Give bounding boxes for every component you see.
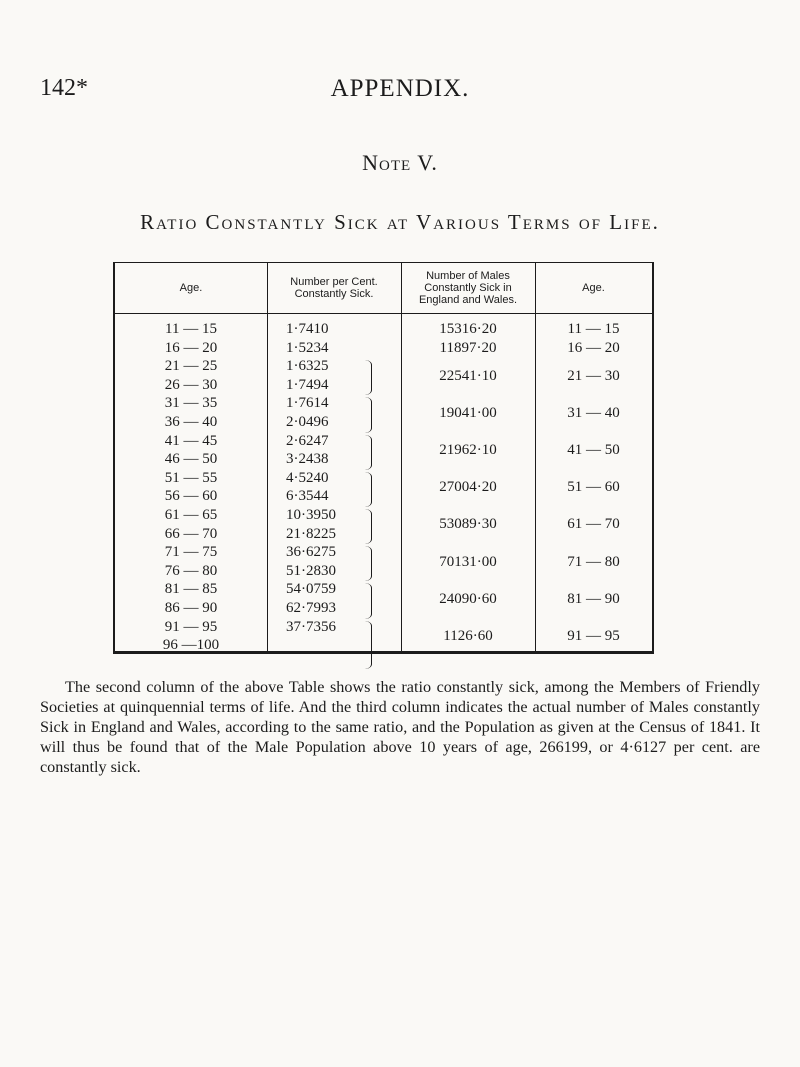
header-age-range: Age. <box>582 282 605 294</box>
brace-icon <box>365 509 372 544</box>
age-range-cell: 81 — 90 <box>567 590 620 607</box>
percent-cell: 4·5240 <box>286 469 329 486</box>
age-range-cell: 31 — 40 <box>567 404 620 421</box>
age-cell: 86 — 90 <box>164 600 218 616</box>
age-range-cell: 71 — 80 <box>567 553 620 570</box>
age-cell: 66 — 70 <box>164 525 218 542</box>
males-cell: 15316·20 <box>439 321 497 337</box>
brace-icon <box>365 360 372 395</box>
percent-cell: 51·2830 <box>286 562 336 579</box>
header-males-sick: Number of Males Constantly Sick in England and Wales. <box>418 270 518 306</box>
percent-cell: 6·3544 <box>286 488 329 505</box>
age-range-cell: 21 — 30 <box>567 367 620 384</box>
age-cell: 31 — 35 <box>164 395 218 412</box>
males-cell: 70131·00 <box>439 553 497 570</box>
percent-cell: 37·7356 <box>286 618 336 635</box>
note-title: Note V. <box>362 150 438 175</box>
age-cell: 76 — 80 <box>164 562 218 579</box>
age-range-cell: 41 — 50 <box>567 441 620 458</box>
age-cell: 21 — 25 <box>164 358 218 375</box>
age-cell: 16 — 20 <box>164 339 218 356</box>
males-cell: 27004·20 <box>439 479 497 496</box>
age-cell: 91 — 95 <box>164 618 218 635</box>
brace-icon <box>365 546 372 581</box>
males-cell: 11897·20 <box>439 339 497 356</box>
sickness-ratio-table <box>113 262 654 654</box>
percent-cell: 3·2438 <box>286 451 329 468</box>
males-cell: 24090·60 <box>439 590 497 607</box>
percent-cell: 54·0759 <box>286 581 336 598</box>
header-divider <box>115 313 652 314</box>
age-range-cell: 11 — 15 <box>567 321 620 337</box>
percent-cell: 1·5234 <box>286 339 329 356</box>
brace-icon <box>365 621 372 669</box>
age-cell: 61 — 65 <box>164 507 218 523</box>
males-cell: 19041·00 <box>439 404 497 421</box>
age-range-cell: 16 — 20 <box>567 339 620 356</box>
percent-cell: 2·6247 <box>286 432 329 449</box>
age-cell: 71 — 75 <box>164 544 218 561</box>
page-number: 142* <box>40 75 88 101</box>
age-range-cell: 91 — 95 <box>567 627 620 644</box>
percent-cell: 2·0496 <box>286 414 329 430</box>
males-cell: 53089·30 <box>439 516 497 533</box>
age-range-cell: 61 — 70 <box>567 516 620 533</box>
percent-cell: 62·7993 <box>286 600 336 616</box>
percent-cell: 1·6325 <box>286 358 329 375</box>
males-cell: 1126·60 <box>443 627 493 644</box>
running-head: APPENDIX. <box>330 75 470 102</box>
age-cell: 26 — 30 <box>164 376 218 393</box>
explanatory-paragraph: The second column of the above Table shows the ratio constantly sick, among the Members of Friendly Societies at quinquennial terms of life. And the third column indicates the actual number of Males constantly Sick in England and Wales, according to the same ratio, and the Population as given at the Census of 1841. It will thus be found that of the Male Population above 10 years of age, 266199, or 4·6127 per cent. are constantly sick. <box>40 678 760 776</box>
age-cell: 81 — 85 <box>164 581 218 598</box>
percent-cell: 1·7494 <box>286 376 329 393</box>
brace-icon <box>365 397 372 432</box>
age-cell: 51 — 55 <box>164 469 218 486</box>
percent-cell: 21·8225 <box>286 525 336 542</box>
age-cell: 96 —100 <box>162 637 220 654</box>
age-cell: 46 — 50 <box>164 451 218 468</box>
brace-icon <box>365 472 372 507</box>
age-cell: 11 — 15 <box>165 321 217 337</box>
males-cell: 21962·10 <box>439 441 497 458</box>
percent-cell: 10·3950 <box>286 507 336 523</box>
header-percent-sick: Number per Cent. Constantly Sick. <box>290 276 378 300</box>
age-cell: 56 — 60 <box>164 488 218 505</box>
header-age: Age. <box>179 282 203 294</box>
males-cell: 22541·10 <box>439 367 497 384</box>
percent-cell: 1·7614 <box>286 395 329 412</box>
age-range-cell: 51 — 60 <box>567 479 620 496</box>
brace-icon <box>365 583 372 618</box>
percent-cell: 36·6275 <box>286 544 336 561</box>
brace-icon <box>365 435 372 470</box>
percent-cell: 1·7410 <box>286 321 329 337</box>
age-cell: 36 — 40 <box>164 414 218 430</box>
age-cell: 41 — 45 <box>164 432 218 449</box>
table-title: Ratio Constantly Sick at Various Terms of Life. <box>140 210 660 234</box>
